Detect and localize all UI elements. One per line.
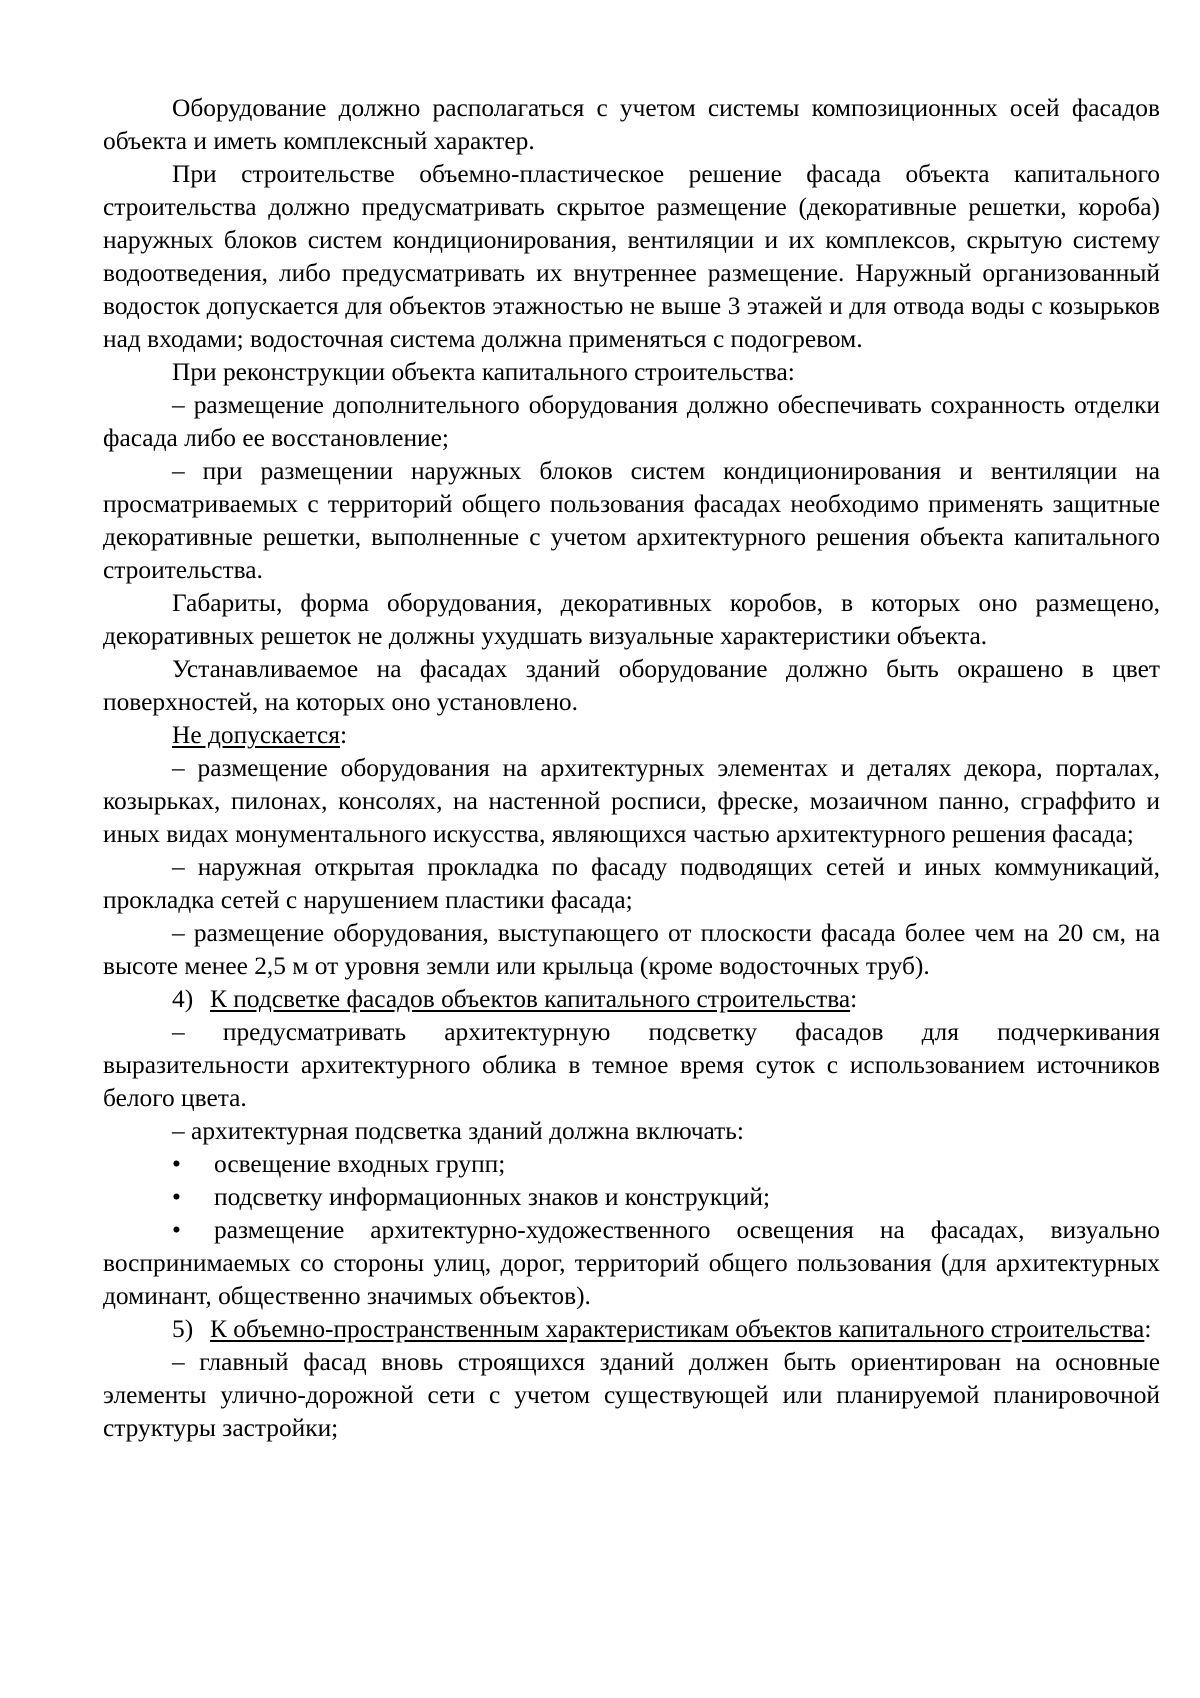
list-item-architectural-lighting: – предусматривать архитектурную подсветку фасадов для подчеркивания выразительности архитектурного облика в темное время суток с использованием источников белого цвета. — [103, 1018, 1160, 1112]
bullet-item — [103, 1214, 1160, 1313]
not-allowed-colon: : — [339, 721, 348, 749]
bullet-text: размещение архитектурно-художественного освещения на фасадах, визуально воспринимаемых со стороны улиц, дорог, территорий общего пользования (для архитектурных доминант, общественно значимых объектов). — [103, 1216, 1160, 1310]
list-item-protruding-equipment: – размещение оборудования, выступающего от плоскости фасада более чем на 20 см, на высоте менее 2,5 м от уровня земли или крыльца (кроме водосточных труб). — [103, 919, 1160, 980]
bullet-text: подсветку информационных знаков и конструкций; — [214, 1183, 771, 1211]
section-4-number: 4) — [172, 985, 194, 1013]
bullet-icon: • — [172, 1216, 181, 1244]
bullet-text: освещение входных групп; — [214, 1150, 506, 1178]
paragraph-dimensions: Габариты, форма оборудования, декоративных коробов, в которых оно размещено, декоративных решеток не должны ухудшать визуальные характеристики объекта. — [103, 589, 1160, 650]
paragraph-equipment-axes: Оборудование должно располагаться с учетом системы композиционных осей фасадов объекта и иметь комплексный характер. — [103, 94, 1160, 155]
section-5-heading-line — [103, 1313, 1160, 1346]
list-item-decor-elements: – размещение оборудования на архитектурных элементах и деталях декора, порталах, козырьках, пилонах, консолях, на настенной росписи, фреске, мозаичном панно, сграффито и иных видах монументального искусства, являющихся частью архитектурного решения фасада; — [103, 754, 1160, 848]
bullet-item — [103, 1181, 1160, 1214]
list-item-open-networks: – наружная открытая прокладка по фасаду подводящих сетей и иных коммуникаций, прокладка сетей с нарушением пластики фасада; — [103, 853, 1160, 914]
document-page — [103, 92, 1160, 1445]
paragraph-new-construction: При строительстве объемно-пластическое решение фасада объекта капитального строительства должно предусматривать скрытое размещение (декоративные решетки, короба) наружных блоков систем кондиционирования, вентиляции и их комплексов, скрытую систему водоотведения, либо предусматривать их внутреннее размещение. Наружный организованный водосток допускается для объектов этажностью не выше 3 этажей и для отвода воды с козырьков над входами; водосточная система должна применяться с подогревом. — [103, 160, 1160, 353]
paragraph-color: Устанавливаемое на фасадах зданий оборудование должно быть окрашено в цвет поверхностей, на которых оно установлено. — [103, 655, 1160, 716]
list-item-decorative-grilles: – при размещении наружных блоков систем кондиционирования и вентиляции на просматриваемых с территорий общего пользования фасадах необходимо применять защитные декоративные решетки, выполненные с учетом архитектурного решения объекта капитального строительства. — [103, 457, 1160, 584]
section-5-number: 5) — [172, 1315, 194, 1343]
list-item-additional-equipment: – размещение дополнительного оборудования должно обеспечивать сохранность отделки фасада либо ее восстановление; — [103, 391, 1160, 452]
bullet-icon: • — [172, 1150, 181, 1178]
bullet-item — [103, 1148, 1160, 1181]
section-4-heading: К подсветке фасадов объектов капитального строительства — [210, 985, 851, 1013]
list-item-lighting-includes: – архитектурная подсветка зданий должна включать: — [172, 1117, 744, 1145]
bullet-icon: • — [172, 1183, 181, 1211]
section-5-heading: К объемно-пространственным характеристикам объектов капитального строительства — [210, 1315, 1145, 1343]
not-allowed-heading-line — [103, 719, 1160, 752]
section-4-heading-line — [103, 983, 1160, 1016]
list-item-main-facade: – главный фасад вновь строящихся зданий должен быть ориентирован на основные элементы улично-дорожной сети с учетом существующей или планируемой планировочной структуры застройки; — [103, 1348, 1160, 1442]
paragraph-reconstruction-intro: При реконструкции объекта капитального строительства: — [172, 358, 795, 386]
not-allowed-heading: Не допускается — [172, 721, 340, 749]
section-5-colon: : — [1144, 1315, 1152, 1343]
section-4-colon: : — [850, 985, 858, 1013]
